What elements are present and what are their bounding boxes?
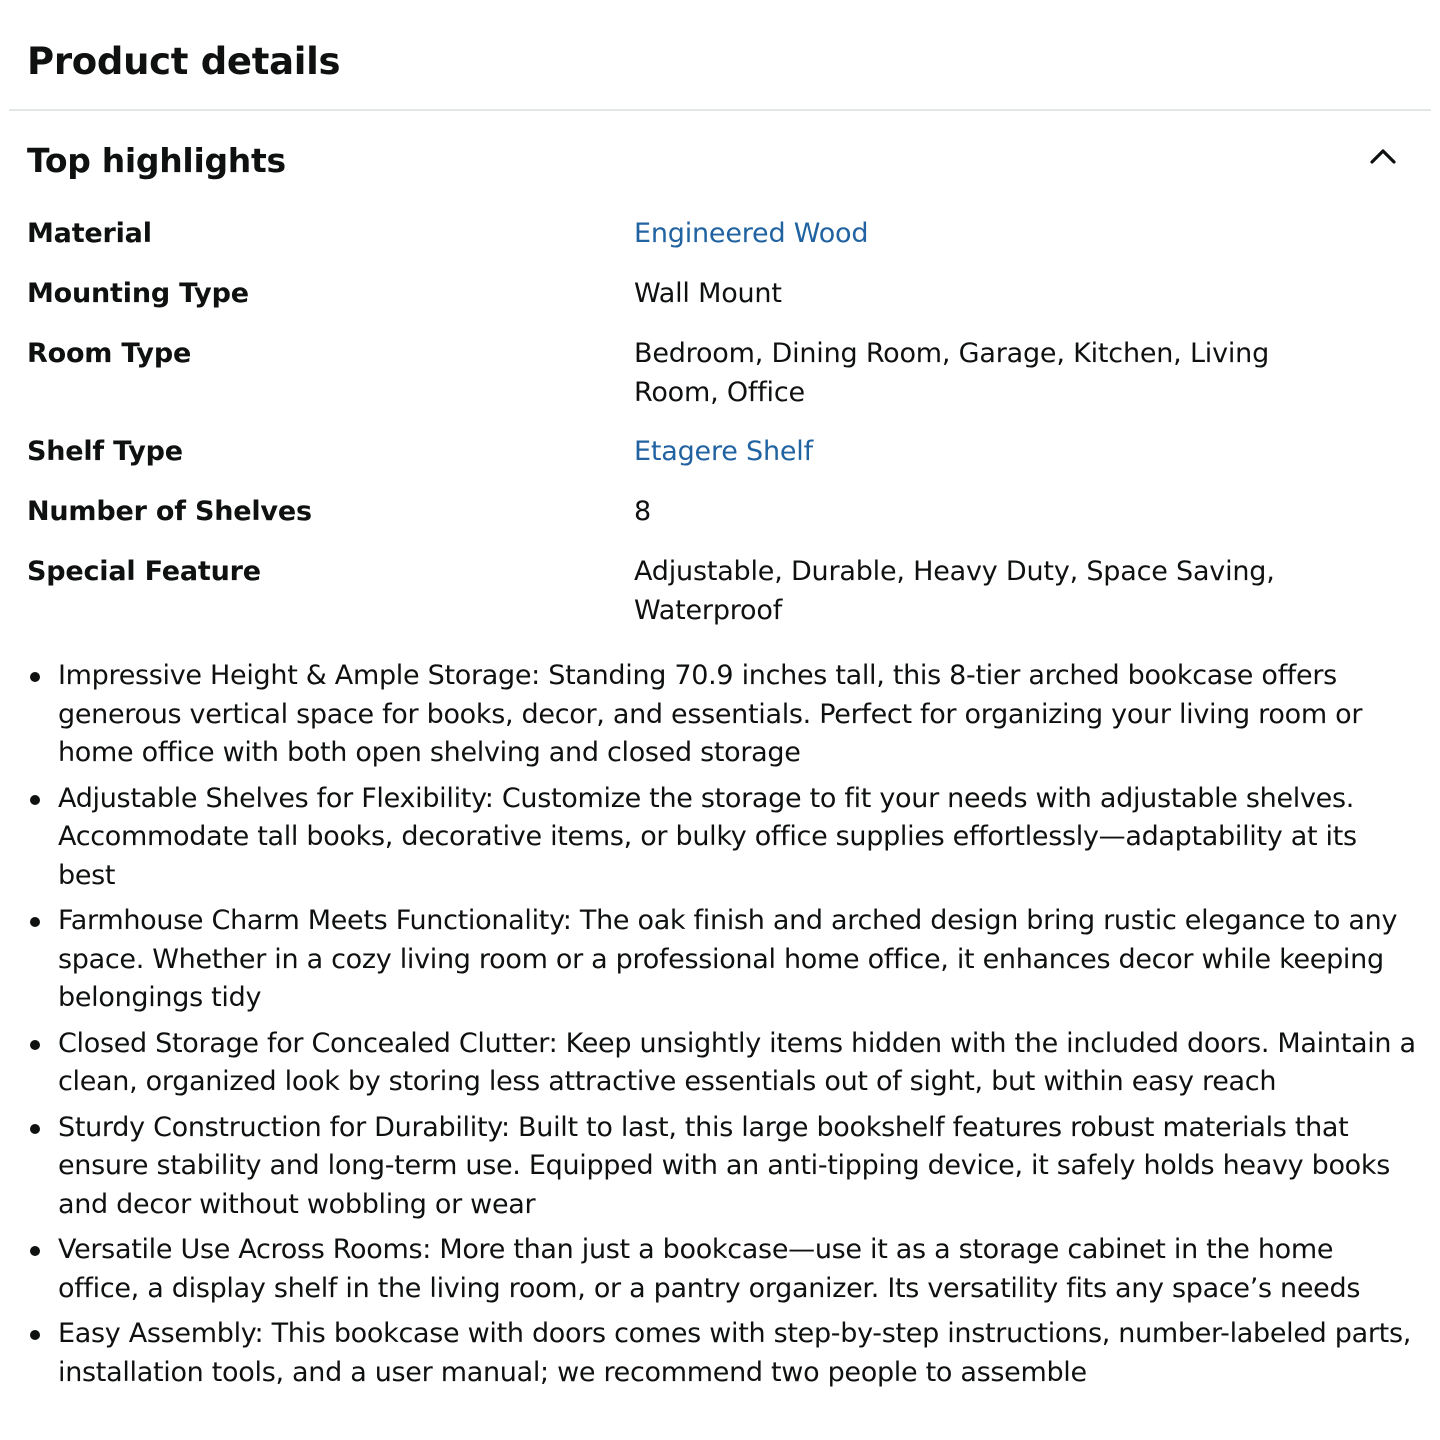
feature-bullet [27,780,1422,896]
feature-bullet-text: Sturdy Construction for Durability: Built to last, this large bookshelf features robust materials that ensure stability and long-term use. Equipped with an anti-tipping device, it safely holds heavy books and decor without wobbling or wear [58,1111,1390,1220]
section-title: Top highlights [27,141,286,180]
spec-row-room-type [27,334,1417,412]
spec-row-number-of-shelves [27,492,1417,532]
spec-value: Bedroom, Dining Room, Garage, Kitchen, Living Room, Office [634,338,1270,408]
top-highlights-toggle[interactable] [27,137,1417,185]
specs-table [27,214,1417,650]
spec-label: Material [27,218,152,249]
bullet-dot-icon [30,1040,40,1050]
section-divider [9,109,1431,111]
feature-bullet [27,1315,1422,1392]
feature-bullet [27,657,1422,773]
spec-row-mounting-type [27,274,1417,314]
feature-bullet [27,902,1422,1018]
feature-bullet-text: Easy Assembly: This bookcase with doors comes with step-by-step instructions, number-labeled parts, installation tools, and a user manual; we recommend two people to assemble [58,1318,1412,1388]
feature-bullet-text: Impressive Height & Ample Storage: Standing 70.9 inches tall, this 8-tier arched bookcase offers generous vertical space for books, decor, and essentials. Perfect for organizing your living room or home office with both open shelving and closed storage [58,660,1363,768]
feature-bullet-text: Closed Storage for Concealed Clutter: Keep unsightly items hidden with the included doors. Maintain a clean, organized look by storing less attractive essentials out of sight, but within easy reach [58,1027,1416,1097]
bullet-dot-icon [30,795,40,805]
spec-row-material [27,214,1417,254]
spec-value: Adjustable, Durable, Heavy Duty, Space Saving, Waterproof [634,556,1275,626]
spec-label: Number of Shelves [27,496,312,527]
bullet-dot-icon [30,1124,40,1134]
spec-value: Wall Mount [634,278,782,309]
spec-label: Shelf Type [27,436,183,467]
bullet-dot-icon [30,672,40,682]
spec-value-link[interactable]: Etagere Shelf [634,436,813,467]
spec-label: Mounting Type [27,278,249,309]
feature-bullet-text: Adjustable Shelves for Flexibility: Customize the storage to fit your needs with adjustable shelves. Accommodate tall books, decorative items, or bulky office supplies effortlessly—adaptability at its best [58,782,1357,891]
chevron-up-icon-glyph [1369,147,1397,165]
spec-label: Room Type [27,338,192,369]
page-title: Product details [27,40,341,83]
feature-bullet-text: Versatile Use Across Rooms: More than just a bookcase—use it as a storage cabinet in the home office, a display shelf in the living room, or a pantry organizer. Its versatility fits any space’s needs [58,1234,1361,1304]
spec-value: 8 [634,496,651,527]
spec-label: Special Feature [27,556,261,587]
feature-bullet [27,1109,1422,1225]
feature-bullet-text: Farmhouse Charm Meets Functionality: The oak finish and arched design bring rustic elegance to any space. Whether in a cozy living room or a professional home office, it enhances decor while keeping belongings tidy [58,905,1398,1013]
bullet-dot-icon [30,1246,40,1256]
feature-bullet [27,1231,1422,1308]
chevron-up-icon[interactable] [1363,136,1403,176]
spec-row-special-feature [27,552,1417,630]
feature-bullet-list [27,657,1422,1399]
spec-value-link[interactable]: Engineered Wood [634,218,869,249]
feature-bullet [27,1025,1422,1102]
spec-row-shelf-type [27,432,1417,472]
bullet-dot-icon [30,1330,40,1340]
bullet-dot-icon [30,917,40,927]
